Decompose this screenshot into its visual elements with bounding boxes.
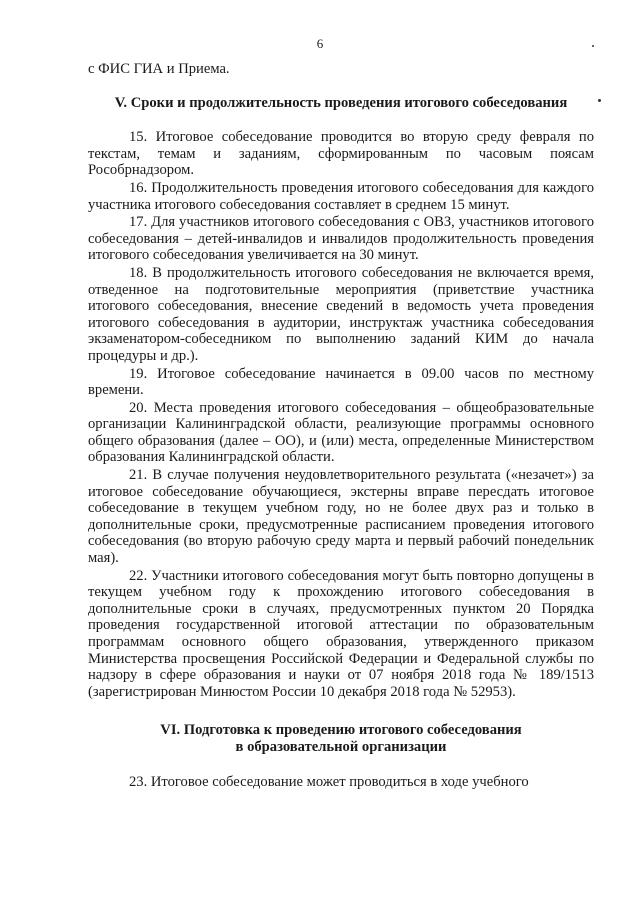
paragraph-23: 23. Итоговое собеседование может проводиться в ходе учебного: [129, 773, 529, 790]
scan-speck: [598, 99, 601, 102]
document-body: [88, 61, 594, 790]
paragraph-20: 20. Места проведения итогового собеседования – общеобразовательные организации Калининградской области, реализующие программы основного общего образования (далее – ОО), и (или) места, определенные Министерством образования Калининградской области.: [88, 399, 594, 466]
paragraph-22: 22. Участники итогового собеседования могут быть повторно допущены в текущем учебном году к прохождению итогового собеседования в дополнительные сроки в случаях, предусмотренных пунктом 20 Порядка проведения государственной итоговой аттестации по образовательным программам основного общего образования, утвержденного приказом Министерства просвещения Российской Федерации и Федеральной службы по надзору в сфере образования и науки от 07 ноября 2018 года № 189/1513 (зарегистрирован Минюстом России 10 декабря 2018 года № 52953).: [88, 567, 594, 700]
paragraph-19: 19. Итоговое собеседование начинается в 09.00 часов по местному времени.: [88, 365, 594, 399]
section-vi-heading-line2: в образовательной организации: [235, 738, 447, 755]
paragraph-18: 18. В продолжительность итогового собеседования не включается время, отведенное на подготовительные мероприятия (приветствие участника итогового собеседования, внесение сведений в ведомость учета проведения итогового собеседования в аудитории, инструктаж участника собеседования экзаменатором-собеседником по выполнению заданий КИМ до начала процедуры и др.).: [88, 264, 594, 364]
page-number: 6: [316, 36, 324, 51]
section-vi-heading: [88, 722, 594, 755]
scan-speck: [592, 45, 594, 47]
section-vi-heading-line1: VI. Подготовка к проведению итогового собеседования: [160, 722, 522, 739]
paragraph-15: 15. Итоговое собеседование проводится во вторую среду февраля по текстам, темам и заданиям, сформированным по часовым поясам Рособрнадзором.: [88, 129, 594, 179]
paragraph-17: 17. Для участников итогового собеседования с ОВЗ, участников итогового собеседования – детей-инвалидов и инвалидов продолжительность проведения итогового собеседования увеличивается на 30 минут.: [88, 214, 594, 264]
section-v-heading: V. Сроки и продолжительность проведения итогового собеседования: [114, 94, 568, 111]
paragraph-16: 16. Продолжительность проведения итогового собеседования для каждого участника итогового собеседования составляет в среднем 15 минут.: [88, 179, 594, 213]
paragraph-21: 21. В случае получения неудовлетворительного результата («незачет») за итоговое собеседование обучающиеся, экстерны вправе пересдать итоговое собеседование в текущем учебном году, но не более двух раз и только в дополнительные сроки, предусмотренные расписанием проведения итогового собеседования (во вторую рабочую среду марта и первый рабочий понедельник мая).: [88, 467, 594, 567]
continuation-line: с ФИС ГИА и Приема.: [88, 61, 230, 77]
